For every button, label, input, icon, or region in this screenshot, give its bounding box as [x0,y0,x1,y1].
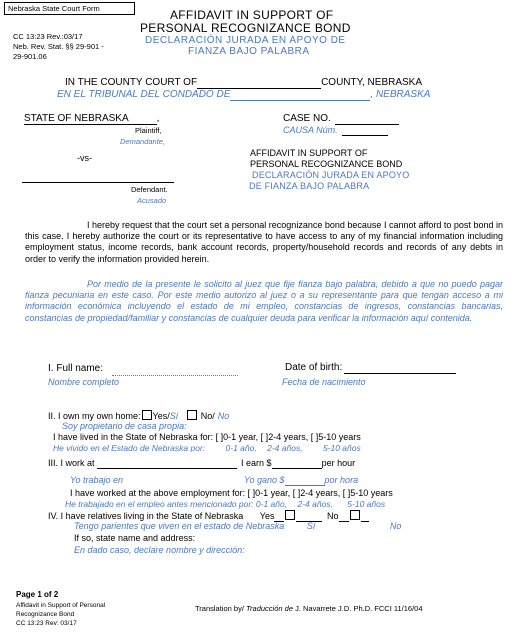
earn-label: I earn $ [241,458,272,468]
relatives-label: IV. I have relatives living in the State of Nebraska [48,511,244,521]
own-home-row [48,410,229,421]
per-hour-es-label: por hora [324,475,359,485]
relatives-yes-checkbox[interactable] [285,510,295,520]
statute-line2: 29-901.06 [13,52,47,61]
work-row [48,458,355,469]
relatives-yes-label: Yes [259,511,275,521]
plaintiff-label: Plaintiff, [135,126,162,135]
earn-es-field [285,475,325,486]
work-at-es-label: Yo trabajo en [70,475,124,485]
form-title-es-line1: DECLARACIÓN JURADA EN APOYO DE [145,35,346,46]
case-no-field[interactable] [335,113,399,125]
footer-line3: CC 13:23 Rev: 03/17 [16,620,77,626]
dob-row [285,362,456,374]
footer-line2: Recognizance Bond [16,611,75,618]
defendant-es-label: Acusado [137,196,167,205]
state-name-es-label: En dado caso, declare nombre y dirección: [74,545,245,555]
defendant-name-line[interactable] [22,182,174,183]
yes-es-label: Sí [169,411,179,421]
case-no-es-field [342,125,388,136]
right-title-es-line2: DE FIANZA BAJO PALABRA [249,181,370,191]
right-title-es-line1: DECLARACIÓN JURADA EN APOYO [252,170,410,180]
county-line-es-post: , NEBRASKA [370,89,431,100]
relatives-es-label: Tengo parientes que viven en el estado de Nebraska [74,521,285,531]
county-line-es [57,89,430,101]
full-name-es-label: Nombre completo [48,377,120,387]
plaintiff-es-label: Demandante, [120,137,166,146]
case-no-label: CASE NO. [283,113,331,124]
lived-opt3-checkbox[interactable]: [ ] [310,432,319,442]
lived-row [53,432,361,442]
form-number: CC 13:23 Rev.:03/17 [13,32,83,41]
lived-opt3-label: 5-10 years [318,432,361,442]
worked-opt1-checkbox[interactable]: [ ] [247,488,256,498]
county-line-es-pre: EN EL TRIBUNAL DEL CONDADO DE [57,89,231,100]
county-line [65,77,422,89]
worked-opt2-label: 2-4 years, [300,488,341,498]
right-title-line2: PERSONAL RECOGNIZANCE BOND [250,159,403,169]
relatives-no-label: No [327,511,339,521]
statute-line1: Neb. Rev. Stat. §§ 29-901 - [13,42,104,51]
own-home-no-checkbox[interactable] [187,410,197,420]
statement-es: Por medio de la presente le solicito al juez que fije fianza bajo palabra, debido a que no puedo pagar fianza pecuniaria en este caso. Por este medio autorizo al juez o a su representante para que tengan acceso a mi información económica incluyendo el estado de mi empleo, constancias de ingresos, constancias bancarias, constancias de propiedad/familiar y constancias de cualquier deuda para verificar la información aquí contenida. [25,279,503,323]
vs-label: -vs- [77,153,92,163]
dob-label: Date of birth: [285,362,343,373]
relatives-no-checkbox[interactable] [350,510,360,520]
worked-opt3-checkbox[interactable]: [ ] [342,488,351,498]
translation-post: J. Navarrete J.D. Ph.D. FCCI 11/16/04 [295,604,423,613]
no-es-label: No [217,411,230,421]
case-number-es [283,125,388,136]
own-home-es-label: Soy propietario de casa propia: [62,421,187,431]
statement-en-box [25,220,503,276]
dob-es-label: Fecha de nacimiento [282,377,366,387]
worked-label: I have worked at the above employment for: [70,488,246,498]
worked-es-row [65,499,385,509]
case-no-es-label: CAUSA Núm. [283,125,338,135]
lived-opt2-es: 2-4 años, [267,443,303,452]
relatives-no-es: No [389,521,402,531]
defendant-label: Defendant. [131,185,168,194]
county-name-field[interactable] [197,77,321,89]
lived-opt1-es: 0-1 año, [225,443,257,452]
state-name-label: If so, state name and address: [74,533,196,543]
own-home-yes-checkbox[interactable] [142,410,152,420]
court-form-label: Nebraska State Court Form [4,2,135,15]
county-name-es-field [230,89,370,101]
state-caption [24,113,159,125]
worked-opt2-es: 2-4 años, [297,499,333,509]
county-line-post: COUNTY, NEBRASKA [321,77,423,88]
lived-opt1-label: 0-1 year, [223,432,259,442]
translation-es: Traducción de [246,604,293,613]
footer-line1: Affidavit in Support of Personal [16,602,106,609]
worked-es-label: He trabajado en el empleo antes mencionado por: 0-1 año, [65,499,288,509]
form-title-line1: AFFIDAVIT IN SUPPORT OF [170,8,334,22]
translation-pre: Translation by/ [195,604,244,613]
worked-row [70,488,393,498]
lived-es-row [53,443,361,452]
state-comma: , [156,113,160,124]
earn-field[interactable] [272,458,322,469]
dob-field[interactable] [344,362,456,374]
yes-label: Yes/ [152,411,170,421]
statement-es-box [25,279,503,352]
relatives-es-row [74,521,401,531]
per-hour-label: per hour [321,458,356,468]
lived-opt2-label: 2-4 years, [268,432,309,442]
earn-es-label: Yo gano $ [244,475,285,485]
lived-opt1-checkbox[interactable]: [ ] [215,432,224,442]
worked-opt3-es: 5-10 años [347,499,386,509]
full-name-field[interactable] [112,375,238,376]
no-label: No/ [200,411,215,421]
earn-es-row [244,475,358,486]
right-title-line1: AFFIDAVIT IN SUPPORT OF [250,148,368,158]
lived-es-label: He vivido en el Estado de Nebraska por: [53,443,206,452]
worked-opt2-checkbox[interactable]: [ ] [292,488,301,498]
worked-opt1-label: 0-1 year, [255,488,291,498]
page-number: Page 1 of 2 [16,590,59,599]
statement-en: I hereby request that the court set a personal recognizance bond because I cannot afford to post bond in this case. I hereby authorize the court or its representative to have access to any of my financial information including employment status, income records, bank account records, property/household records and records of any debts in order to verify the information provided herein. [25,220,503,264]
lived-opt2-checkbox[interactable]: [ ] [260,432,269,442]
county-line-pre: IN THE COUNTY COURT OF [65,77,198,88]
relatives-yes-es: Sí [306,521,316,531]
translation-credit [195,604,423,613]
state-name: STATE OF NEBRASKA [24,113,157,125]
own-home-label: II. I own my own home: [48,411,141,421]
form-title-es-line2: FIANZA BAJO PALABRA [188,46,310,55]
lived-opt3-es: 5-10 años [322,443,361,452]
form-title-line2: PERSONAL RECOGNIZANCE BOND [140,21,351,35]
work-at-field[interactable] [97,458,237,469]
lived-label: I have lived in the State of Nebraska for: [53,432,214,442]
work-at-label: III. I work at [48,458,95,468]
worked-opt3-label: 5-10 years [350,488,393,498]
full-name-label: I. Full name: [48,363,104,374]
case-number [283,113,399,125]
